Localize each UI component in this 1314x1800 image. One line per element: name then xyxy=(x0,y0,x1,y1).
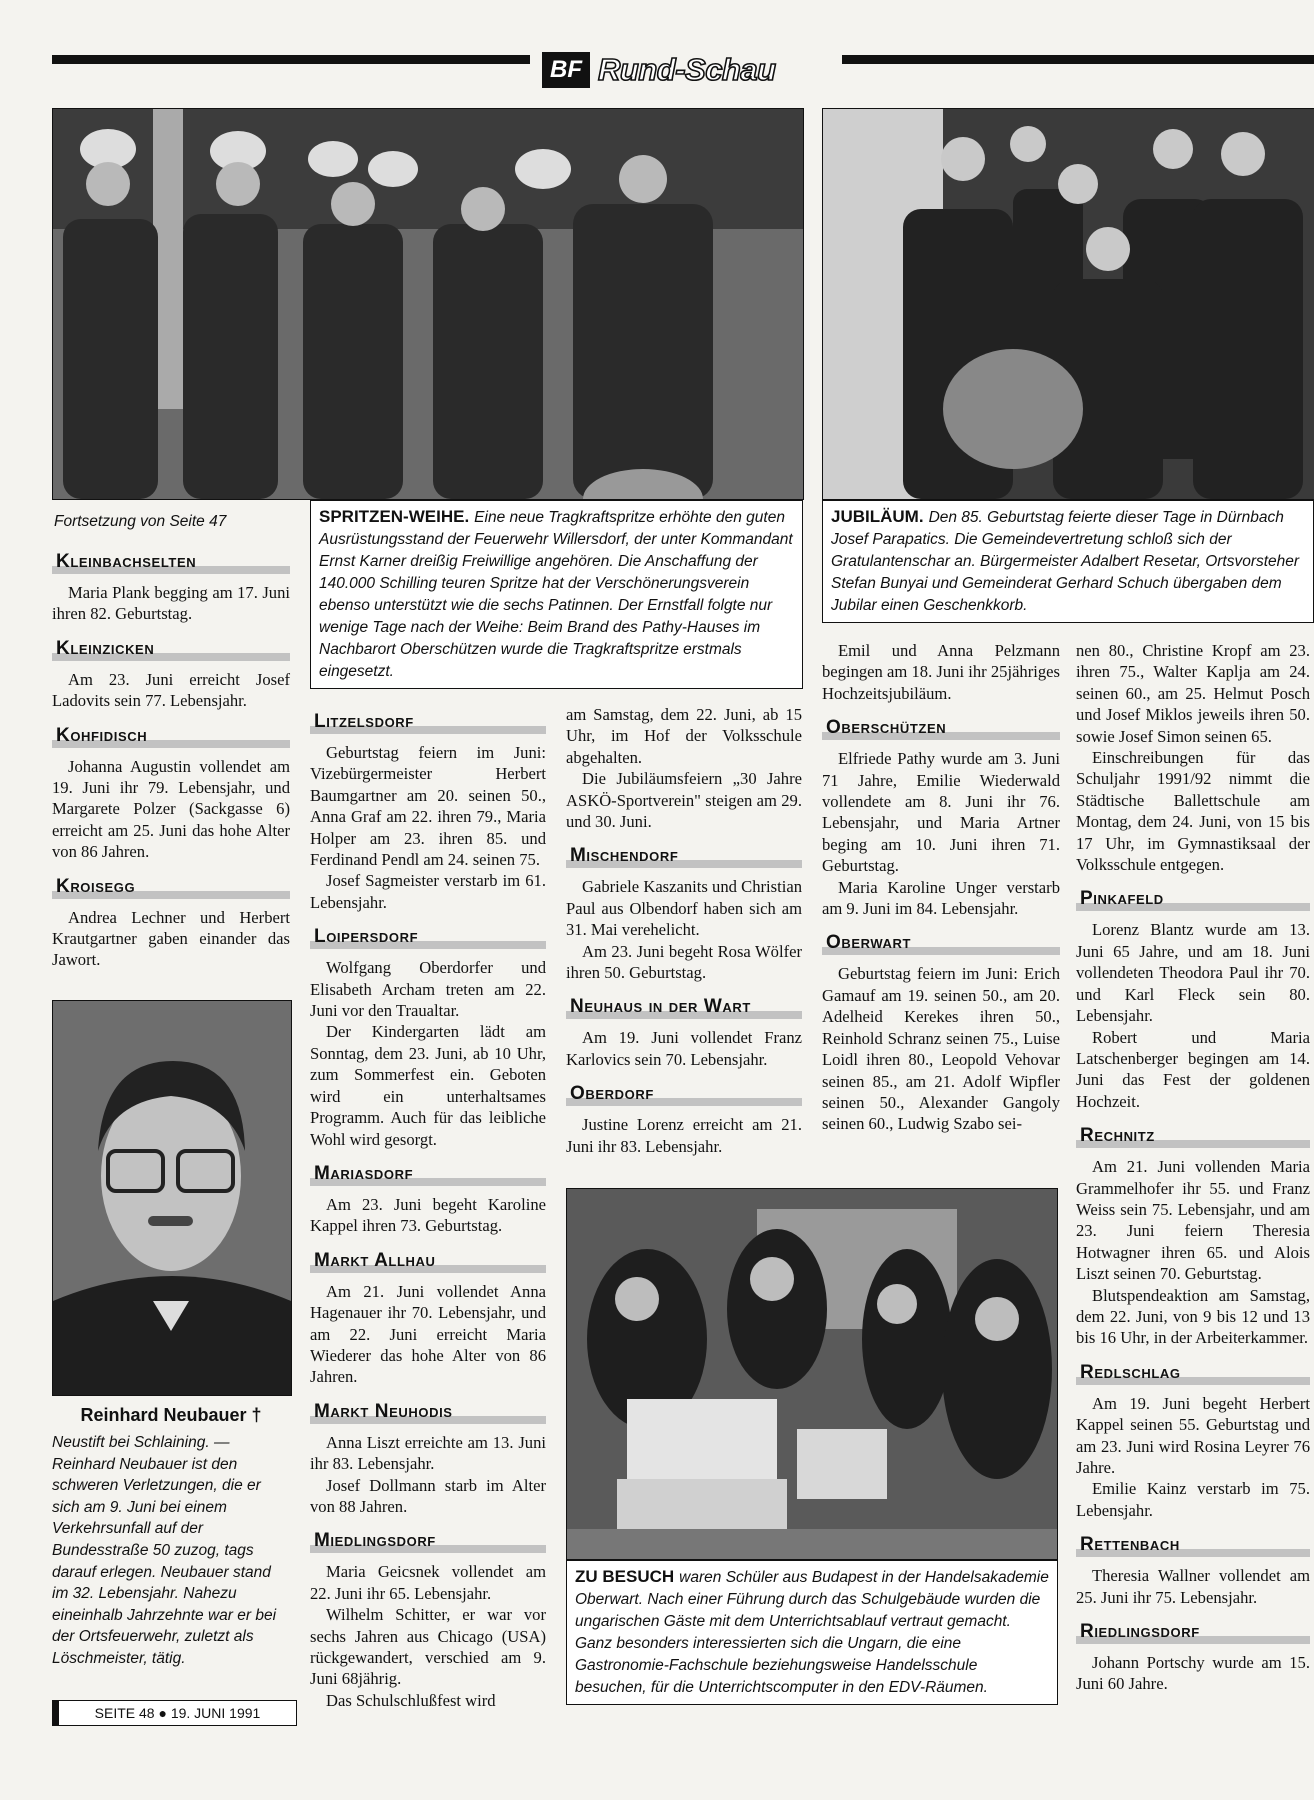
text-miedlingsdorf-1: Maria Geicsnek vollendet am 22. Juni ihr 65. Lebensjahr. xyxy=(310,1562,546,1603)
text-loipersdorf-2: Der Kindergarten lädt am Sonntag, dem 23. Juni, ab 10 Uhr, zum Sommerfest ein. Geboten wird ein unterhaltsames Programm. Auch für das leibliche Wohl wird gesorgt. xyxy=(310,1022,546,1149)
column-4 xyxy=(822,640,1060,1135)
heading-neuhaus: Neuhaus in der Wart xyxy=(566,995,802,1019)
caption-besuch-text: waren Schüler aus Budapest in der Handelsakademie Oberwart. Nach einer Führung durch das Schulgebäude wurden die ungarischen Gäste mit dem Unterrichtsablauf vertraut gemacht. Ganz besonders interessierten sich die Ungarn, die eine Gastronomie-Fachschule beziehungsweise Handelsschule besuchen, für die Unterrichtscomputer in den EDV-Räumen. xyxy=(575,1569,1049,1696)
heading-riedlingsdorf: Riedlingsdorf xyxy=(1076,1620,1310,1644)
bf-logo: BF xyxy=(542,52,590,88)
text-mariasdorf: Am 23. Juni begeht Karoline Kappel ihren 73. Geburtstag. xyxy=(310,1194,546,1236)
heading-markt-allhau: Markt Allhau xyxy=(310,1249,546,1273)
text-loipersdorf-1: Wolfgang Oberdorfer und Elisabeth Archam treten am 22. Juni vor den Traualtar. xyxy=(310,958,546,1021)
heading-rechnitz: Rechnitz xyxy=(1076,1124,1310,1148)
masthead-title: Rund-Schau xyxy=(598,52,776,87)
obituary-name: Reinhard Neubauer † xyxy=(80,1405,262,1425)
text-oberdorf: Justine Lorenz erreicht am 21. Juni ihr 83. Lebensjahr. xyxy=(566,1115,802,1156)
jubilee-photo xyxy=(822,108,1314,500)
text-redlschlag-1: Am 19. Juni begeht Herbert Kappel seinen 55. Geburtstag und am 23. Juni wird Rosina Leyrer 76 Jahre. xyxy=(1076,1393,1310,1477)
heading-kroisegg: Kroisegg xyxy=(52,875,290,899)
text-jubilaeum-askoe: Die Jubiläumsfeiern „30 Jahre ASKÖ-Sportverein" steigen am 29. und 30. Juni. xyxy=(566,769,802,832)
heading-oberdorf: Oberdorf xyxy=(566,1082,802,1106)
page-footer: SEITE 48 ● 19. JUNI 1991 xyxy=(52,1700,297,1726)
continued-note: Fortsetzung von Seite 47 xyxy=(54,513,227,530)
text-ballettschule: Einschreibungen für das Schuljahr 1991/92 nimmt die Städtische Ballettschule am Montag, dem 24. Juni, von 15 bis 17 Uhr, im Gymnastiksaal der Volksschule entgegen. xyxy=(1076,748,1310,875)
heading-kleinzicken: Kleinzicken xyxy=(52,637,290,661)
heading-litzelsdorf: Litzelsdorf xyxy=(310,710,546,734)
caption-spritzen xyxy=(310,500,803,689)
portrait-photo xyxy=(52,1000,292,1396)
heading-loipersdorf: Loipersdorf xyxy=(310,925,546,949)
heading-redlschlag: Redlschlag xyxy=(1076,1361,1310,1385)
students-photo xyxy=(566,1188,1058,1560)
column-1 xyxy=(52,550,290,971)
text-schulfest-cont: am Samstag, dem 22. Juni, ab 15 Uhr, im Hof der Volksschule abgehalten. xyxy=(566,705,802,767)
text-miedlingsdorf-3: Das Schulschlußfest wird xyxy=(326,1690,496,1710)
column-5 xyxy=(1076,640,1310,1695)
text-kohfidisch: Johanna Augustin vollendet am 19. Juni ihr 79. Lebensjahr, und Margarete Polzer (Sackgasse 6) erreicht am 25. Juni das hohe Alter von 86 Jahren. xyxy=(52,756,290,862)
text-oberwart-cont: nen 80., Christine Kropf am 23. ihren 75., Walter Kaplja am 24. seinen 60., am 25. Helmut Posch und Josef Miklos jeweils ihren 50. sowie Josef Simon seinen 65. xyxy=(1076,641,1310,746)
text-rettenbach: Theresia Wallner vollendet am 25. Juni ihr 75. Lebensjahr. xyxy=(1076,1566,1310,1607)
text-rechnitz-2: Blutspendeaktion am Samstag, dem 22. Juni, von 9 bis 12 und 13 bis 16 Uhr, in der Arbeiterkammer. xyxy=(1076,1285,1310,1348)
text-oberschuetzen-2: Maria Karoline Unger verstarb am 9. Juni im 84. Lebensjahr. xyxy=(822,877,1060,919)
caption-jubilaeum-text: Den 85. Geburtstag feierte dieser Tage in Dürnbach Josef Parapatics. Die Gemeindevertretung schloß sich der Gratulantenschar an. Bürgermeister Adalbert Resetar, Ortsvorsteher Stefan Bunyai und Gemeinderat Gerhard Schuch übergaben dem Jubilar einen Geschenkkorb. xyxy=(831,509,1300,614)
masthead xyxy=(542,50,828,90)
heading-mariasdorf: Mariasdorf xyxy=(310,1162,546,1186)
text-oberwart: Geburtstag feiern im Juni: Erich Gamauf am 19. seinen 50., am 20. Adelheid Kerekes ihren 50., Reinhold Schranz seinen 75., Luise Loidl ihren 80., Leopold Vehovar seinen 85., am 21. Adolf Wipfler seinen 50., Alexander Gangoly seinen 60., Ludwig Szabo sei- xyxy=(822,964,1060,1134)
column-2 xyxy=(310,710,546,1711)
text-kleinzicken: Am 23. Juni erreicht Josef Ladovits sein 77. Lebensjahr. xyxy=(52,669,290,711)
text-miedlingsdorf-2: Wilhelm Schitter, er war vor sechs Jahren aus Chicago (USA) rückgewandert, verschied am 9. Juni 68jährig. xyxy=(310,1605,546,1689)
caption-spritzen-lead: SPRITZEN-WEIHE. xyxy=(319,507,470,526)
caption-jubilaeum-lead: JUBILÄUM. xyxy=(831,507,924,526)
masthead-rule-left xyxy=(52,55,530,64)
text-markt-allhau: Am 21. Juni vollendet Anna Hagenauer ihr 70. Lebensjahr, und am 22. Juni erreicht Maria Wiederer das hohe Alter von 86 Jahren. xyxy=(310,1281,546,1387)
caption-spritzen-text: Eine neue Tragkraftspritze erhöhte den guten Ausrüstungsstand der Feuerwehr Willersdorf, der unter Kommandant Ernst Karner dreißig Freiwillige angehören. Die Anschaffung der 140.000 Schilling teuren Spritze hat der Verschönerungsverein ebenso unterstützt wie die sechs Patinnen. Der Ernstfall folgte nur wenige Tage nach der Weihe: Beim Brand des Pathy-Hauses im Nachbarort Oberschützen wurde die Tragkraftspritze erstmals eingesetzt. xyxy=(319,509,793,680)
heading-kohfidisch: Kohfidisch xyxy=(52,724,290,748)
text-pelzmann: Emil und Anna Pelzmann begingen am 18. Juni ihr 25jähriges Hochzeitsjubiläum. xyxy=(822,641,1060,703)
heading-pinkafeld: Pinkafeld xyxy=(1076,887,1310,911)
column-3 xyxy=(566,704,802,1157)
text-kroisegg: Andrea Lechner und Herbert Krautgartner gaben einander das Jawort. xyxy=(52,907,290,970)
text-mischendorf-2: Am 23. Juni begeht Rosa Wölfer ihren 50. Geburtstag. xyxy=(566,941,802,983)
text-rechnitz-1: Am 21. Juni vollenden Maria Grammelhofer ihr 55. und Franz Weiss sein 75. Lebensjahr, und am 23. Juni feiern Theresia Hotwagner ihren 65. und Alois Liszt seinen 70. Geburtstag. xyxy=(1076,1157,1310,1284)
text-markt-neuhodis-2: Josef Dollmann starb im Alter von 88 Jahren. xyxy=(310,1475,546,1516)
text-redlschlag-2: Emilie Kainz verstarb im 75. Lebensjahr. xyxy=(1076,1479,1310,1520)
text-pinkafeld-1: Lorenz Blantz wurde am 13. Juni 65 Jahre, und am 18. Juni vollendeten Theodora Paul ihr 70. und Karl Fleck sein 80. Lebensjahr. xyxy=(1076,920,1310,1026)
heading-mischendorf: Mischendorf xyxy=(566,844,802,868)
heading-rettenbach: Rettenbach xyxy=(1076,1533,1310,1557)
heading-oberschuetzen: Oberschützen xyxy=(822,716,1060,740)
text-mischendorf-1: Gabriele Kaszanits und Christian Paul aus Olbendorf haben sich am 31. Mai verehelicht. xyxy=(566,877,802,940)
text-riedlingsdorf: Johann Portschy wurde am 15. Juni 60 Jahre. xyxy=(1076,1653,1310,1694)
text-pinkafeld-2: Robert und Maria Latschenberger begingen am 14. Juni das Fest der goldenen Hochzeit. xyxy=(1076,1027,1310,1111)
text-litzelsdorf-1: Geburtstag feiern im Juni: Vizebürgermeister Herbert Baumgartner am 20. seinen 50., Anna Graf am 22. ihren 79., Maria Holper am 23. ihren 85. und Ferdinand Pendl am 24. seinen 75. xyxy=(310,743,546,870)
caption-jubilaeum xyxy=(822,500,1314,623)
text-neuhaus: Am 19. Juni vollendet Franz Karlovics sein 70. Lebensjahr. xyxy=(566,1028,802,1069)
obituary-text: Neustift bei Schlaining. — Reinhard Neubauer ist den schweren Verletzungen, die er sich am 9. Juni bei einem Verkehrsunfall auf der Bundesstraße 50 zuzog, tags darauf erlegen. Neubauer stand im 32. Lebensjahr. Nahezu eineinhalb Jahrzehnte war er bei der Ortsfeuerwehr, zuletzt als Löschmeister, tätig. xyxy=(52,1434,277,1667)
heading-miedlingsdorf: Miedlingsdorf xyxy=(310,1529,546,1553)
firefighters-photo xyxy=(52,108,804,500)
caption-besuch xyxy=(566,1560,1058,1705)
heading-oberwart: Oberwart xyxy=(822,931,1060,955)
masthead-rule-right xyxy=(842,55,1314,64)
caption-besuch-lead: ZU BESUCH xyxy=(575,1567,675,1586)
text-kleinbachselten: Maria Plank begging am 17. Juni ihren 82. Geburtstag. xyxy=(52,583,290,624)
heading-kleinbachselten: Kleinbachselten xyxy=(52,550,290,574)
heading-markt-neuhodis: Markt Neuhodis xyxy=(310,1400,546,1424)
text-litzelsdorf-2: Josef Sagmeister verstarb im 61. Lebensjahr. xyxy=(310,871,546,912)
text-oberschuetzen-1: Elfriede Pathy wurde am 3. Juni 71 Jahre, Emilie Wiederwald vollendete am 8. Juni ihr 76. Lebensjahr, und Maria Artner beging am 10. Juni ihren 71. Geburtstag. xyxy=(822,749,1060,876)
text-markt-neuhodis-1: Anna Liszt erreichte am 13. Juni ihr 83. Lebensjahr. xyxy=(310,1432,546,1474)
